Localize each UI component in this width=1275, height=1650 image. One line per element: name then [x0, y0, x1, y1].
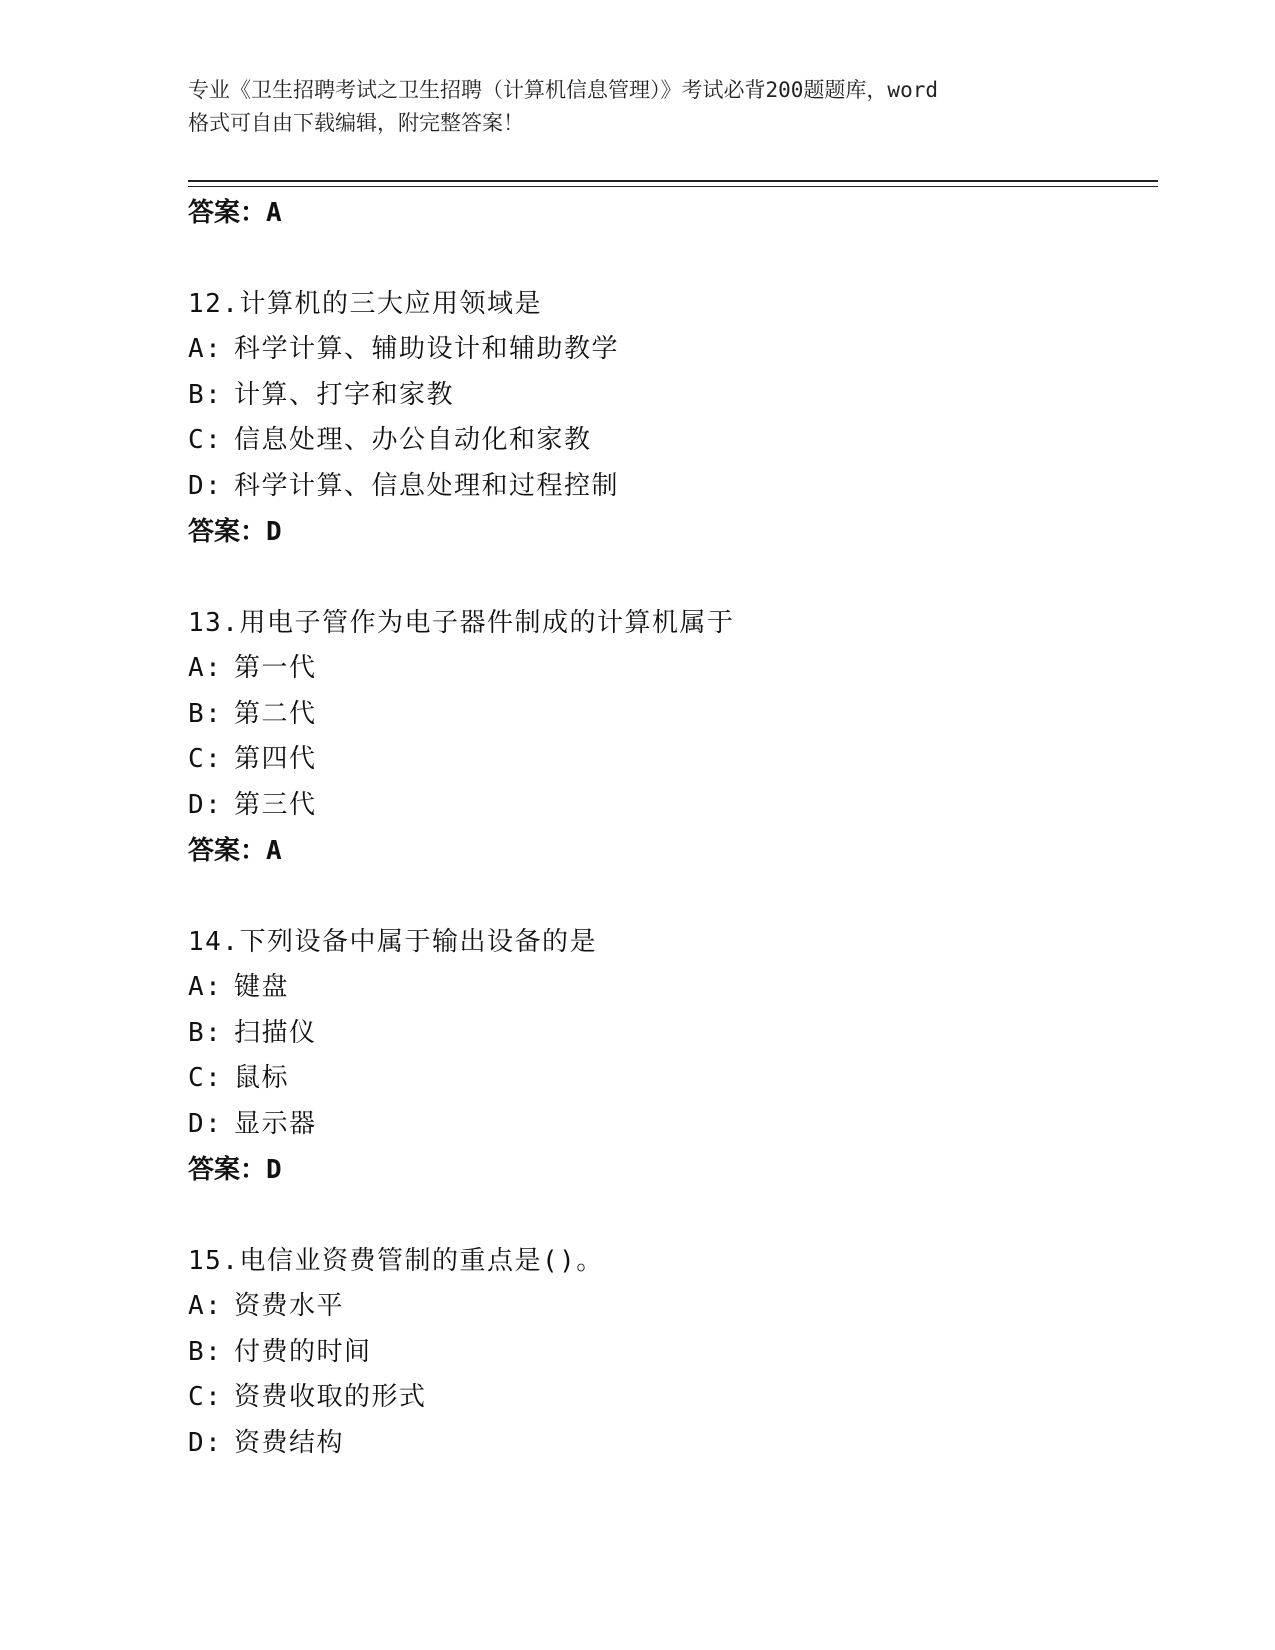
- question-block: [188, 919, 1148, 1193]
- option-letter: C:: [188, 1382, 223, 1412]
- option-text: 扫描仪: [234, 1017, 317, 1048]
- option-row: [188, 373, 1148, 419]
- option-letter: D:: [188, 1108, 223, 1139]
- question-gap: [188, 874, 1148, 919]
- question-gap: [188, 1193, 1148, 1238]
- option-row: [188, 1056, 1148, 1102]
- option-text: 鼠标: [234, 1063, 290, 1093]
- answer-label: 答案：A: [188, 836, 282, 866]
- question-title: 13.用电子管作为电子器件制成的计算机属于: [188, 608, 735, 638]
- option-row: [188, 783, 1148, 829]
- option-text: 资费结构: [234, 1427, 345, 1458]
- question-list: [188, 236, 1148, 1466]
- option-text: 键盘: [234, 972, 290, 1002]
- answer-label: 答案：A: [188, 198, 282, 228]
- document-header: [188, 74, 1088, 140]
- option-text: 第二代: [234, 698, 317, 729]
- option-letter: B:: [188, 1336, 223, 1367]
- question-title: 14.下列设备中属于输出设备的是: [188, 927, 597, 957]
- option-row: [188, 1375, 1148, 1421]
- option-text: 资费收取的形式: [234, 1382, 427, 1412]
- option-text: 付费的时间: [234, 1336, 372, 1367]
- option-text: 第三代: [234, 789, 317, 820]
- option-row: [188, 418, 1148, 464]
- option-letter: D:: [188, 470, 223, 501]
- option-row: [188, 737, 1148, 783]
- option-letter: B:: [188, 379, 223, 410]
- option-row: [188, 1284, 1148, 1330]
- option-text: 科学计算、辅助设计和辅助教学: [234, 334, 620, 364]
- document-content: [188, 190, 1148, 1466]
- option-row: [188, 646, 1148, 692]
- option-letter: B:: [188, 698, 223, 729]
- option-letter: B:: [188, 1017, 223, 1048]
- question-gap: [188, 555, 1148, 600]
- option-letter: C:: [188, 425, 223, 455]
- option-text: 第一代: [234, 653, 317, 683]
- question-block: [188, 1238, 1148, 1466]
- option-text: 信息处理、办公自动化和家教: [234, 425, 592, 455]
- option-row: [188, 1011, 1148, 1057]
- option-letter: C:: [188, 1063, 223, 1093]
- answer-label: 答案：D: [188, 1155, 282, 1185]
- question-title: 15.电信业资费管制的重点是()。: [188, 1246, 604, 1276]
- option-letter: D:: [188, 1427, 223, 1458]
- option-letter: A:: [188, 334, 223, 364]
- question-block: [188, 600, 1148, 874]
- option-text: 第四代: [234, 744, 317, 774]
- question-gap: [188, 236, 1148, 281]
- option-row: [188, 1421, 1148, 1467]
- option-row: [188, 692, 1148, 738]
- header-rule-thick: [188, 180, 1158, 182]
- question-block: [188, 281, 1148, 555]
- question-title: 12.计算机的三大应用领域是: [188, 289, 542, 319]
- option-row: [188, 464, 1148, 510]
- option-letter: A:: [188, 1291, 223, 1321]
- option-text: 显示器: [234, 1108, 317, 1139]
- header-line-1: 专业《卫生招聘考试之卫生招聘（计算机信息管理）》考试必背200题题库，word: [188, 78, 938, 102]
- option-row: [188, 1330, 1148, 1376]
- option-letter: A:: [188, 653, 223, 683]
- option-row: [188, 965, 1148, 1011]
- option-text: 科学计算、信息处理和过程控制: [234, 470, 620, 501]
- option-row: [188, 327, 1148, 373]
- option-letter: D:: [188, 789, 223, 820]
- header-line-2: 格式可自由下载编辑，附完整答案！: [188, 111, 524, 135]
- option-letter: A:: [188, 972, 223, 1002]
- answer-label: 答案：D: [188, 517, 282, 547]
- header-rule-thin: [188, 186, 1158, 187]
- option-text: 计算、打字和家教: [234, 379, 455, 410]
- option-text: 资费水平: [234, 1291, 345, 1321]
- option-letter: C:: [188, 744, 223, 774]
- option-row: [188, 1102, 1148, 1148]
